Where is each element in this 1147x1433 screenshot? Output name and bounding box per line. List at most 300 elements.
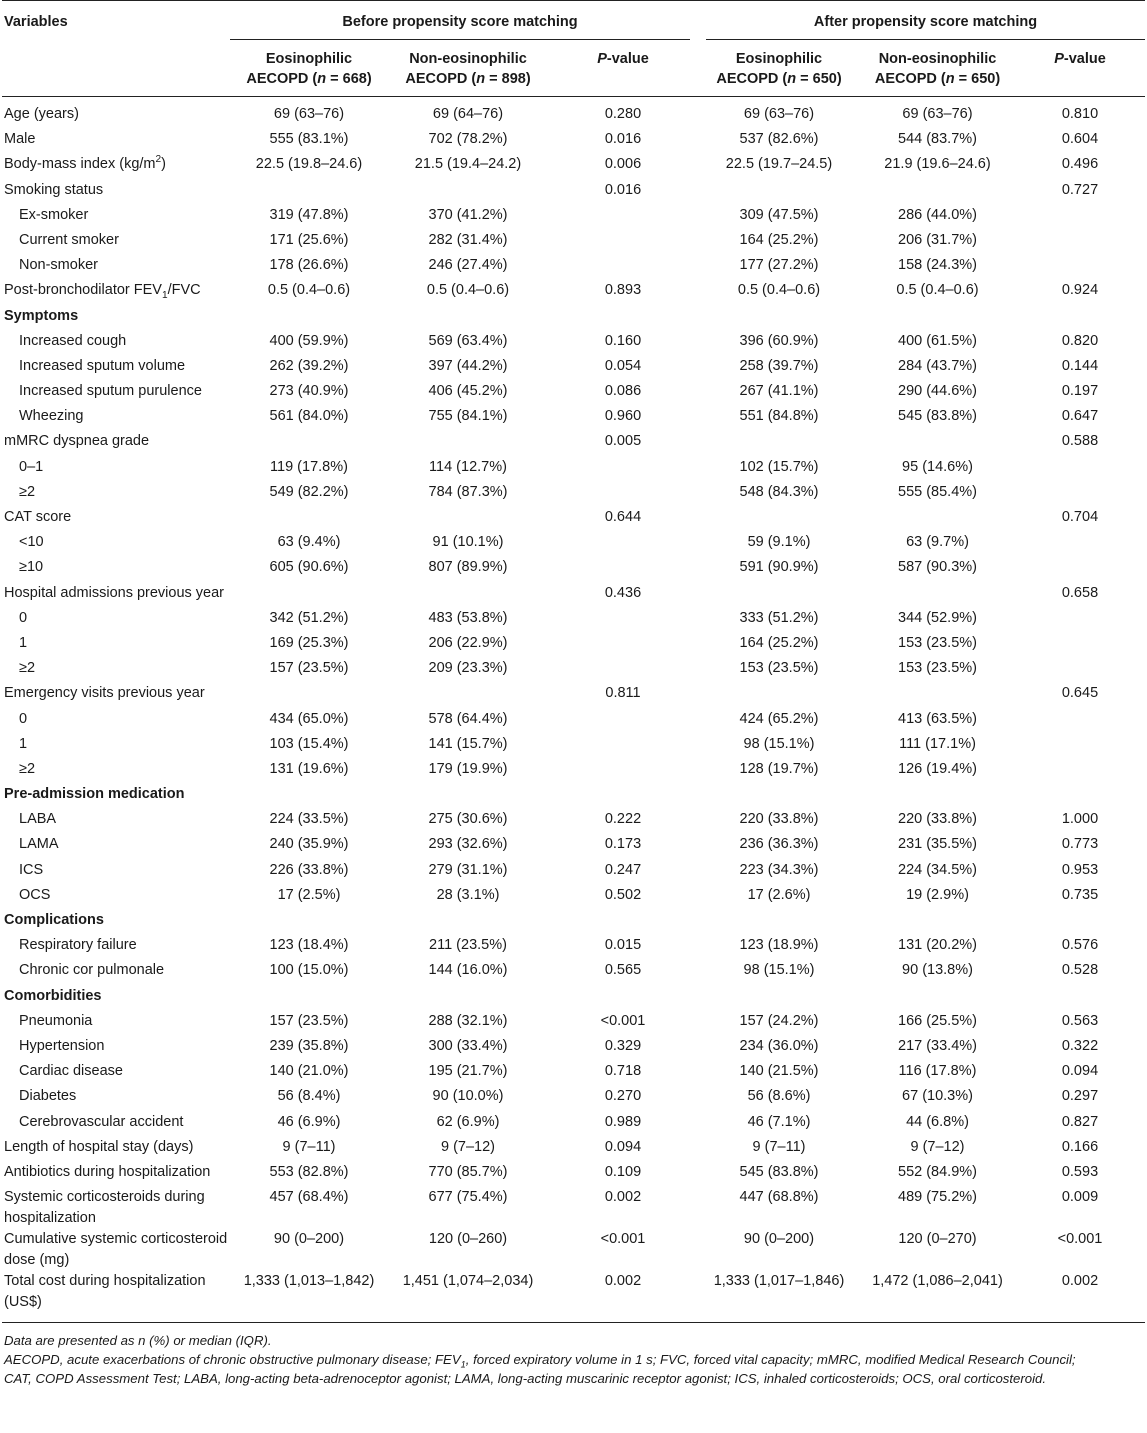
row-label-text: Respiratory failure: [19, 937, 137, 954]
cell-before-p: 0.015: [604, 937, 642, 954]
cell-before-non: 9 (7–12): [440, 1138, 495, 1155]
header-before-non-eosinophilic: [388, 40, 548, 97]
cell-before-non: [388, 306, 548, 331]
row-label-text: Pre-admission medication: [4, 786, 185, 803]
cell-before-p: 0.006: [604, 156, 642, 173]
cell-after-eos: 220 (33.8%): [739, 811, 819, 828]
cell-after-p: [1015, 255, 1145, 280]
cell-before-non: 28 (3.1%): [436, 886, 500, 903]
cell-before-non: [388, 431, 548, 456]
cell-before-non: [388, 583, 548, 608]
cell-after-non: 120 (0–270): [898, 1231, 977, 1248]
cell-after-p: 0.820: [1061, 332, 1099, 349]
row-label-suffix: /FVC: [167, 282, 201, 299]
cell-before-eos: 555 (83.1%): [269, 131, 349, 148]
cell-after-eos: 17 (2.6%): [747, 886, 811, 903]
cell-before-eos: 22.5 (19.8–24.6): [255, 156, 363, 173]
row-label: [2, 406, 230, 431]
cell-before-eos: 9 (7–11): [282, 1138, 336, 1155]
table-row: [2, 935, 1145, 960]
table-row: [2, 205, 1145, 230]
cell-before-non: 206 (22.9%): [428, 634, 508, 651]
cell-after-p: 0.953: [1061, 861, 1099, 878]
table-row: [2, 532, 1145, 557]
row-label: [2, 1112, 230, 1137]
row-label: [2, 180, 230, 205]
cell-before-eos: 224 (33.5%): [269, 811, 349, 828]
row-label: [2, 960, 230, 985]
cell-before-non: [388, 507, 548, 532]
cell-before-non: 90 (10.0%): [432, 1088, 504, 1105]
cell-before-p: [548, 709, 698, 734]
cell-before-p: 0.160: [604, 332, 642, 349]
cell-before-eos: [230, 507, 388, 532]
cell-after-non: 217 (33.4%): [898, 1037, 977, 1054]
cell-before-non: 69 (64–76): [432, 106, 504, 122]
header-after-non-n: n: [945, 71, 955, 87]
row-label-text: Age (years): [4, 106, 79, 122]
cell-before-eos: 457 (68.4%): [269, 1189, 349, 1206]
header-before-p-rest: -value: [606, 51, 649, 67]
row-label-text: 0: [19, 609, 28, 626]
table-row: [2, 683, 1145, 708]
cell-before-eos: 0.5 (0.4–0.6): [267, 282, 351, 299]
cell-after-non: 400 (61.5%): [898, 332, 977, 349]
cell-before-non: 279 (31.1%): [428, 861, 508, 878]
cell-after-non: 544 (83.7%): [898, 131, 977, 148]
row-label: [2, 910, 230, 935]
table-row: [2, 986, 1145, 1011]
cell-before-p: [548, 734, 698, 759]
row-label-text: Increased sputum purulence: [19, 383, 202, 400]
cell-before-non: 807 (89.9%): [428, 559, 508, 576]
cell-after-non: 21.9 (19.6–24.6): [884, 156, 991, 173]
table-row: [2, 633, 1145, 658]
row-label: [2, 583, 230, 608]
table-row: [2, 1271, 1145, 1323]
cell-before-non: 397 (44.2%): [428, 357, 508, 374]
cell-after-p: 0.322: [1061, 1037, 1099, 1054]
cell-before-eos: 262 (39.2%): [269, 357, 349, 374]
row-label: [2, 683, 230, 708]
row-label: [2, 935, 230, 960]
table-row: [2, 180, 1145, 205]
cell-before-p: [548, 557, 698, 582]
cell-after-p: 0.727: [1061, 181, 1099, 198]
cell-after-eos: 309 (47.5%): [739, 206, 819, 223]
cell-after-p: [1015, 205, 1145, 230]
row-label-text: mMRC dyspnea grade: [4, 433, 150, 450]
cell-before-non: 370 (41.2%): [428, 206, 508, 223]
cell-before-non: 21.5 (19.4–24.2): [414, 156, 522, 173]
row-label-text: Complications: [4, 912, 104, 928]
cell-after-p: [1015, 482, 1145, 507]
table-row: [2, 1229, 1145, 1271]
cell-before-p: 0.002: [604, 1189, 642, 1206]
row-label-text: CAT score: [4, 509, 72, 525]
cell-after-non: 290 (44.6%): [898, 383, 977, 400]
cell-after-eos: 164 (25.2%): [739, 634, 819, 651]
table-row: [2, 280, 1145, 305]
cell-after-non: 131 (20.2%): [898, 937, 977, 954]
row-label: [2, 734, 230, 759]
row-label: [2, 834, 230, 859]
cell-after-non: 95 (14.6%): [902, 458, 973, 475]
header-before-non-line2a: AECOPD (: [405, 71, 477, 87]
header-variables: Variables: [4, 14, 68, 30]
cell-after-p: 0.924: [1061, 282, 1099, 299]
cell-before-non: 141 (15.7%): [428, 735, 508, 752]
cell-after-eos: [698, 431, 860, 456]
row-label-text: Comorbidities: [4, 987, 102, 1004]
cell-before-p: 0.247: [604, 861, 642, 878]
cell-after-eos: 591 (90.9%): [739, 559, 819, 576]
table-row: [2, 960, 1145, 985]
header-after-p: P: [1054, 51, 1064, 67]
footnote-abbreviations-1: [4, 1350, 1143, 1369]
cell-before-p: [548, 532, 698, 557]
cell-before-p: 0.329: [604, 1037, 642, 1054]
table-row: [2, 381, 1145, 406]
row-label: [2, 255, 230, 280]
cell-before-non: 179 (19.9%): [428, 760, 508, 777]
row-label-text: ≥2: [19, 660, 36, 677]
cell-after-non: 19 (2.9%): [906, 886, 969, 903]
cell-after-eos: 98 (15.1%): [743, 962, 815, 979]
cell-after-p: [1015, 230, 1145, 255]
row-label: [2, 532, 230, 557]
cell-before-eos: [230, 306, 388, 331]
cell-before-p: 0.016: [604, 181, 642, 198]
row-label: [2, 1162, 230, 1187]
cell-after-non: 69 (63–76): [902, 106, 973, 122]
cell-after-non: 0.5 (0.4–0.6): [896, 282, 979, 299]
table-row: [2, 482, 1145, 507]
cell-after-eos: 548 (84.3%): [739, 483, 819, 500]
cell-before-non: 144 (16.0%): [428, 962, 508, 979]
row-label-text: Hypertension: [19, 1037, 105, 1054]
row-label: [2, 860, 230, 885]
cell-before-eos: 56 (8.4%): [277, 1088, 341, 1105]
table-footnotes: [2, 1323, 1145, 1388]
cell-after-non: [860, 306, 1015, 331]
cell-before-eos: 63 (9.4%): [277, 534, 341, 551]
header-after-non-eosinophilic: [860, 40, 1015, 97]
cell-before-eos: 157 (23.5%): [269, 660, 349, 677]
cell-after-eos: 90 (0–200): [743, 1231, 815, 1248]
cell-after-p: 0.166: [1061, 1138, 1099, 1155]
cell-after-eos: 128 (19.7%): [739, 760, 819, 777]
row-label-text: ≥2: [19, 483, 36, 500]
cell-after-eos: 102 (15.7%): [739, 458, 819, 475]
table-row: [2, 1187, 1145, 1229]
cell-before-p: <0.001: [600, 1012, 646, 1029]
table-row: [2, 759, 1145, 784]
row-label: [2, 431, 230, 456]
cell-after-eos: 0.5 (0.4–0.6): [737, 282, 821, 299]
cell-after-p: [1015, 633, 1145, 658]
cell-after-p: 0.297: [1061, 1088, 1099, 1105]
row-label-text: ICS: [19, 861, 44, 878]
cell-before-eos: [230, 784, 388, 809]
comparison-table: [2, 0, 1145, 1323]
cell-before-p: 0.094: [604, 1138, 642, 1155]
header-before-pvalue: [548, 40, 698, 97]
cell-after-non: 587 (90.3%): [898, 559, 977, 576]
row-label-text: LAMA: [19, 836, 59, 853]
cell-after-non: 413 (63.5%): [898, 710, 977, 727]
cell-after-non: 44 (6.8%): [906, 1113, 969, 1130]
cell-after-non: [860, 507, 1015, 532]
cell-before-non: [388, 986, 548, 1011]
table-row: [2, 507, 1145, 532]
header-after-label: After propensity score matching: [706, 12, 1145, 40]
cell-after-non: 126 (19.4%): [898, 760, 977, 777]
row-label: [2, 1137, 230, 1162]
cell-after-p: 0.197: [1061, 383, 1099, 400]
cell-after-p: <0.001: [1057, 1231, 1103, 1248]
cell-before-p: 0.280: [604, 106, 642, 122]
cell-after-p: [1015, 608, 1145, 633]
row-label-text: ≥10: [19, 559, 44, 576]
cell-before-non: 770 (85.7%): [428, 1163, 508, 1180]
cell-after-non: [860, 431, 1015, 456]
cell-after-eos: 98 (15.1%): [743, 735, 815, 752]
cell-before-eos: 1,333 (1,013–1,842): [243, 1273, 375, 1290]
cell-after-non: [860, 583, 1015, 608]
cell-before-non: 784 (87.3%): [428, 483, 508, 500]
cell-before-eos: 178 (26.6%): [269, 257, 349, 274]
table-row: [2, 834, 1145, 859]
cell-before-non: 91 (10.1%): [432, 534, 504, 551]
cell-before-p: 0.811: [605, 685, 641, 702]
row-label: [2, 230, 230, 255]
cell-before-non: 300 (33.4%): [428, 1037, 508, 1054]
row-label-text: 1: [19, 735, 28, 752]
cell-after-eos: 9 (7–11): [752, 1138, 806, 1155]
table-body: [2, 97, 1145, 1323]
cell-after-p: 0.645: [1061, 685, 1099, 702]
cell-before-non: 1,451 (1,074–2,034): [402, 1273, 534, 1290]
cell-after-non: 545 (83.8%): [898, 408, 977, 425]
cell-before-p: [548, 255, 698, 280]
header-before-non-line2b: = 898): [485, 71, 531, 87]
footnote-abbr-sub: 1: [460, 1359, 466, 1370]
cell-before-eos: 157 (23.5%): [269, 1012, 349, 1029]
row-label: [2, 97, 230, 130]
cell-after-p: [1015, 457, 1145, 482]
cell-before-p: <0.001: [600, 1231, 646, 1248]
cell-after-non: 153 (23.5%): [898, 634, 977, 651]
table-row: [2, 1162, 1145, 1187]
cell-before-non: 702 (78.2%): [428, 131, 508, 148]
table-row: [2, 608, 1145, 633]
row-label-text: Total cost during hospitalization (US$): [4, 1273, 206, 1311]
cell-after-eos: 396 (60.9%): [739, 332, 819, 349]
row-label: [2, 658, 230, 683]
header-after-non-line1: Non-eosinophilic: [878, 51, 997, 67]
cell-before-non: 282 (31.4%): [428, 231, 508, 248]
cell-after-eos: 234 (36.0%): [739, 1037, 819, 1054]
cell-after-eos: 56 (8.6%): [747, 1088, 811, 1105]
cell-before-eos: 171 (25.6%): [269, 231, 349, 248]
cell-before-eos: 17 (2.5%): [277, 886, 341, 903]
cell-after-eos: 545 (83.8%): [739, 1163, 819, 1180]
cell-before-p: 0.436: [604, 584, 642, 601]
cell-before-p: [548, 633, 698, 658]
cell-before-eos: [230, 910, 388, 935]
row-label-text: 1: [19, 634, 28, 651]
header-before-eos-line1: Eosinophilic: [265, 51, 353, 67]
cell-after-eos: [698, 180, 860, 205]
cell-before-p: [548, 658, 698, 683]
row-label-sub: 1: [161, 290, 168, 302]
cell-after-p: 0.773: [1061, 836, 1099, 853]
cell-after-eos: 123 (18.9%): [739, 937, 819, 954]
row-label: [2, 1229, 230, 1271]
cell-after-eos: [698, 683, 860, 708]
cell-after-eos: [698, 583, 860, 608]
table-row: [2, 331, 1145, 356]
row-label-text: 0: [19, 710, 28, 727]
cell-before-p: [548, 457, 698, 482]
header-after-eos-n: n: [787, 71, 797, 87]
row-label-sup: 2: [155, 154, 162, 166]
cell-after-non: 67 (10.3%): [902, 1088, 973, 1105]
cell-after-eos: 59 (9.1%): [747, 534, 811, 551]
row-label-text: Non-smoker: [19, 257, 98, 274]
cell-before-p: 0.893: [604, 282, 642, 299]
cell-after-eos: 46 (7.1%): [747, 1113, 811, 1130]
cell-after-eos: 164 (25.2%): [739, 231, 819, 248]
cell-after-p: [1015, 759, 1145, 784]
cell-after-eos: 153 (23.5%): [739, 660, 819, 677]
row-label: [2, 557, 230, 582]
row-label: [2, 1271, 230, 1323]
cell-after-p: [1015, 910, 1145, 935]
row-label-text: Systemic corticosteroids during hospitalization: [4, 1189, 205, 1227]
cell-before-eos: 123 (18.4%): [269, 937, 349, 954]
header-before-non-line1: Non-eosinophilic: [409, 51, 527, 67]
cell-after-p: [1015, 532, 1145, 557]
row-label: [2, 608, 230, 633]
cell-after-p: 0.588: [1061, 433, 1099, 450]
cell-after-non: 158 (24.3%): [898, 257, 977, 274]
cell-before-p: [548, 784, 698, 809]
row-label-text: Antibiotics during hospitalization: [4, 1163, 211, 1180]
cell-after-eos: [698, 784, 860, 809]
cell-before-p: 0.054: [604, 357, 642, 374]
cell-before-non: 195 (21.7%): [428, 1063, 508, 1080]
cell-after-non: 9 (7–12): [910, 1138, 965, 1155]
cell-before-p: 0.502: [604, 886, 642, 903]
cell-after-non: 286 (44.0%): [898, 206, 977, 223]
row-label-text: Symptoms: [4, 307, 79, 324]
cell-before-non: 211 (23.5%): [429, 937, 507, 954]
cell-before-p: 0.960: [604, 408, 642, 425]
row-label-text: Post-bronchodilator FEV: [4, 282, 162, 299]
cell-before-p: 0.002: [604, 1273, 642, 1290]
cell-after-p: 0.144: [1061, 357, 1099, 374]
table-row: [2, 910, 1145, 935]
cell-after-eos: [698, 306, 860, 331]
cell-before-eos: 400 (59.9%): [269, 332, 349, 349]
cell-before-p: 0.989: [604, 1113, 642, 1130]
table-row: [2, 306, 1145, 331]
cell-before-non: 288 (32.1%): [428, 1012, 508, 1029]
row-label-text: <10: [19, 534, 44, 551]
cell-before-p: [548, 986, 698, 1011]
header-after-non-line2a: AECOPD (: [874, 71, 946, 87]
footnote-abbreviations-2: CAT, COPD Assessment Test; LABA, long-acting beta-adrenoceptor agonist; LAMA, long-acting muscarinic receptor agonist; ICS, inhaled corticosteroids; OCS, oral corticosteroid.: [4, 1371, 1047, 1387]
row-label: [2, 356, 230, 381]
row-label-text: 0–1: [19, 458, 44, 475]
cell-before-eos: [230, 180, 388, 205]
table-row: [2, 809, 1145, 834]
table-row: [2, 860, 1145, 885]
table-row: [2, 557, 1145, 582]
header-before-matching: [230, 0, 698, 40]
cell-before-non: 293 (32.6%): [428, 836, 508, 853]
cell-before-non: [388, 180, 548, 205]
cell-after-non: 489 (75.2%): [898, 1189, 977, 1206]
cell-before-non: 483 (53.8%): [428, 609, 508, 626]
table-row: [2, 1086, 1145, 1111]
header-before-eos-line2b: = 668): [326, 71, 372, 87]
header-after-matching: [698, 0, 1145, 40]
table-row: [2, 431, 1145, 456]
table-row: [2, 734, 1145, 759]
cell-after-eos: 140 (21.5%): [739, 1063, 819, 1080]
cell-before-non: 275 (30.6%): [428, 811, 508, 828]
cell-before-p: 0.109: [604, 1163, 642, 1180]
row-label-text: Chronic cor pulmonale: [19, 962, 165, 979]
row-label-text: Cumulative systemic corticosteroid dose (mg): [4, 1231, 228, 1269]
cell-after-non: 90 (13.8%): [902, 962, 973, 979]
table-row: [2, 784, 1145, 809]
cell-after-non: 1,472 (1,086–2,041): [872, 1273, 1003, 1290]
cell-before-eos: [230, 431, 388, 456]
cell-before-non: 677 (75.4%): [428, 1189, 508, 1206]
footnote-data-presentation: Data are presented as n (%) or median (IQR).: [4, 1333, 272, 1349]
table-row: [2, 255, 1145, 280]
row-label-text: Male: [4, 131, 36, 148]
cell-before-p: 0.644: [604, 509, 642, 525]
cell-before-eos: 553 (82.8%): [269, 1163, 349, 1180]
cell-after-eos: 447 (68.8%): [739, 1189, 819, 1206]
row-label-text: Wheezing: [19, 408, 84, 425]
header-after-eos-line1: Eosinophilic: [735, 51, 823, 67]
cell-before-eos: 46 (6.9%): [277, 1113, 341, 1130]
row-label-text: Current smoker: [19, 231, 119, 248]
header-after-eos-line2a: AECOPD (: [716, 71, 788, 87]
cell-after-p: 0.827: [1061, 1113, 1099, 1130]
cell-before-p: [548, 608, 698, 633]
row-label: [2, 1036, 230, 1061]
cell-after-p: [1015, 658, 1145, 683]
cell-after-p: 0.604: [1061, 131, 1099, 148]
cell-after-eos: [698, 910, 860, 935]
cell-before-eos: [230, 986, 388, 1011]
cell-before-eos: 561 (84.0%): [269, 408, 349, 425]
cell-before-p: 0.086: [604, 383, 642, 400]
cell-after-p: [1015, 986, 1145, 1011]
row-label: [2, 154, 230, 179]
cell-after-eos: 333 (51.2%): [739, 609, 819, 626]
header-before-eos-n: n: [317, 71, 327, 87]
cell-after-p: [1015, 709, 1145, 734]
row-label: [2, 885, 230, 910]
